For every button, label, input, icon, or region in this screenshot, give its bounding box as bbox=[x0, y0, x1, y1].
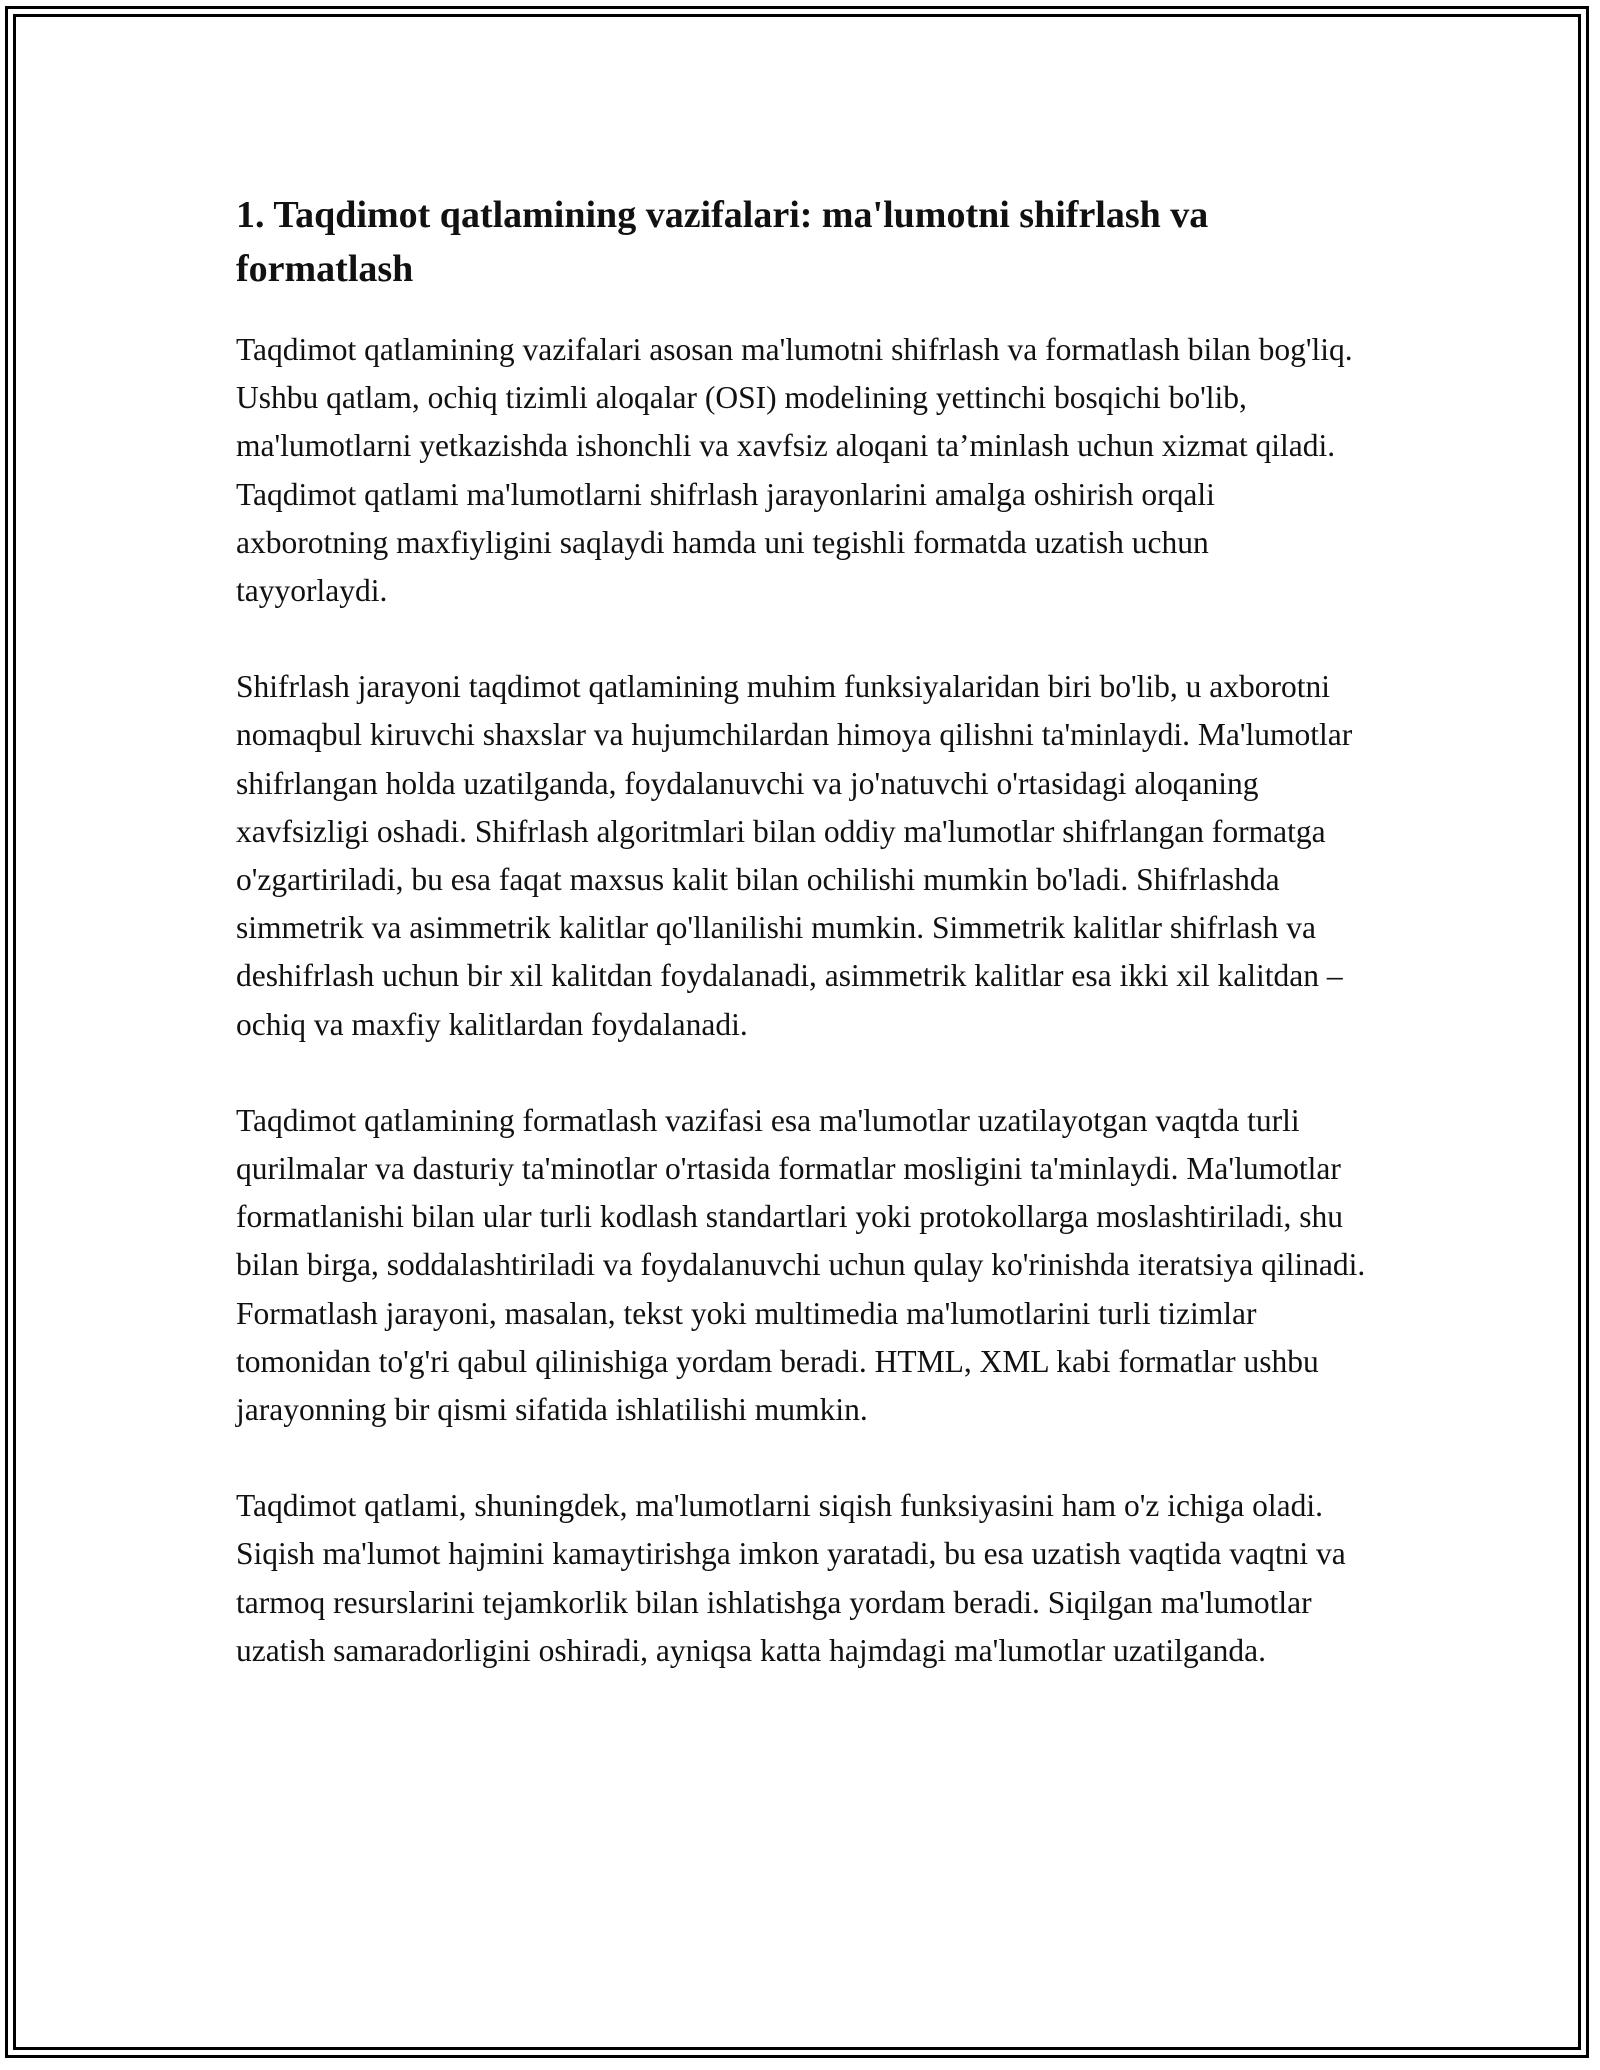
document-body bbox=[236, 188, 1366, 1723]
paragraph-formatting: Taqdimot qatlamining formatlash vazifasi esa ma'lumotlar uzatilayotgan vaqtda turli qurilmalar va dasturiy ta'minotlar o'rtasida formatlar mosligini ta'minlaydi. Ma'lumotlar formatlanishi bilan ular turli kodlash standartlari yoki protokollarga moslashtiriladi, shu bilan birga, soddalashtiriladi va foydalanuvchi uchun qulay ko'rinishda iteratsiya qilinadi. Formatlash jarayoni, masalan, tekst yoki multimedia ma'lumotlarini turli tizimlar tomonidan to'g'ri qabul qilinishiga yordam beradi. HTML, XML kabi formatlar ushbu jarayonning bir qismi sifatida ishlatilishi mumkin. bbox=[236, 1102, 1366, 1428]
paragraph-intro: Taqdimot qatlamining vazifalari asosan ma'lumotni shifrlash va formatlash bilan bog'liq. Ushbu qatlam, ochiq tizimli aloqalar (OSI) modelining yettinchi bosqichi bo'lib, ma'lumotlarni yetkazishda ishonchli va xavfsiz aloqani ta’minlash uchun xizmat qiladi. Taqdimot qatlami ma'lumotlarni shifrlash jarayonlarini amalga oshirish orqali axborotning maxfiyligini saqlaydi hamda uni tegishli formatda uzatish uchun tayyorlaydi. bbox=[236, 332, 1353, 609]
section-heading: 1. Taqdimot qatlamining vazifalari: ma'lumotni shifrlash va formatlash bbox=[236, 194, 1209, 290]
paragraph-compression: Taqdimot qatlami, shuningdek, ma'lumotlarni siqish funksiyasini ham o'z ichiga oladi. Siqish ma'lumot hajmini kamaytirishga imkon yaratadi, bu esa uzatish vaqtida vaqtni va tarmoq resurslarini tejamkorlik bilan ishlatishga yordam beradi. Siqilgan ma'lumotlar uzatish samaradorligini oshiradi, ayniqsa katta hajmdagi ma'lumotlar uzatilganda. bbox=[236, 1488, 1346, 1668]
paragraph-encryption: Shifrlash jarayoni taqdimot qatlamining muhim funksiyalaridan biri bo'lib, u axborotni nomaqbul kiruvchi shaxslar va hujumchilardan himoya qilishni ta'minlaydi. Ma'lumotlar shifrlangan holda uzatilganda, foydalanuvchi va jo'natuvchi o'rtasidagi aloqaning xavfsizligi oshadi. Shifrlash algoritmlari bilan oddiy ma'lumotlar shifrlangan formatga o'zgartiriladi, bu esa faqat maxsus kalit bilan ochilishi mumkin bo'ladi. Shifrlashda simmetrik va asimmetrik kalitlar qo'llanilishi mumkin. Simmetrik kalitlar shifrlash va deshifrlash uchun bir xil kalitdan foydalanadi, asimmetrik kalitlar esa ikki xil kalitdan – ochiq va maxfiy kalitlardan foydalanadi. bbox=[236, 669, 1353, 1042]
